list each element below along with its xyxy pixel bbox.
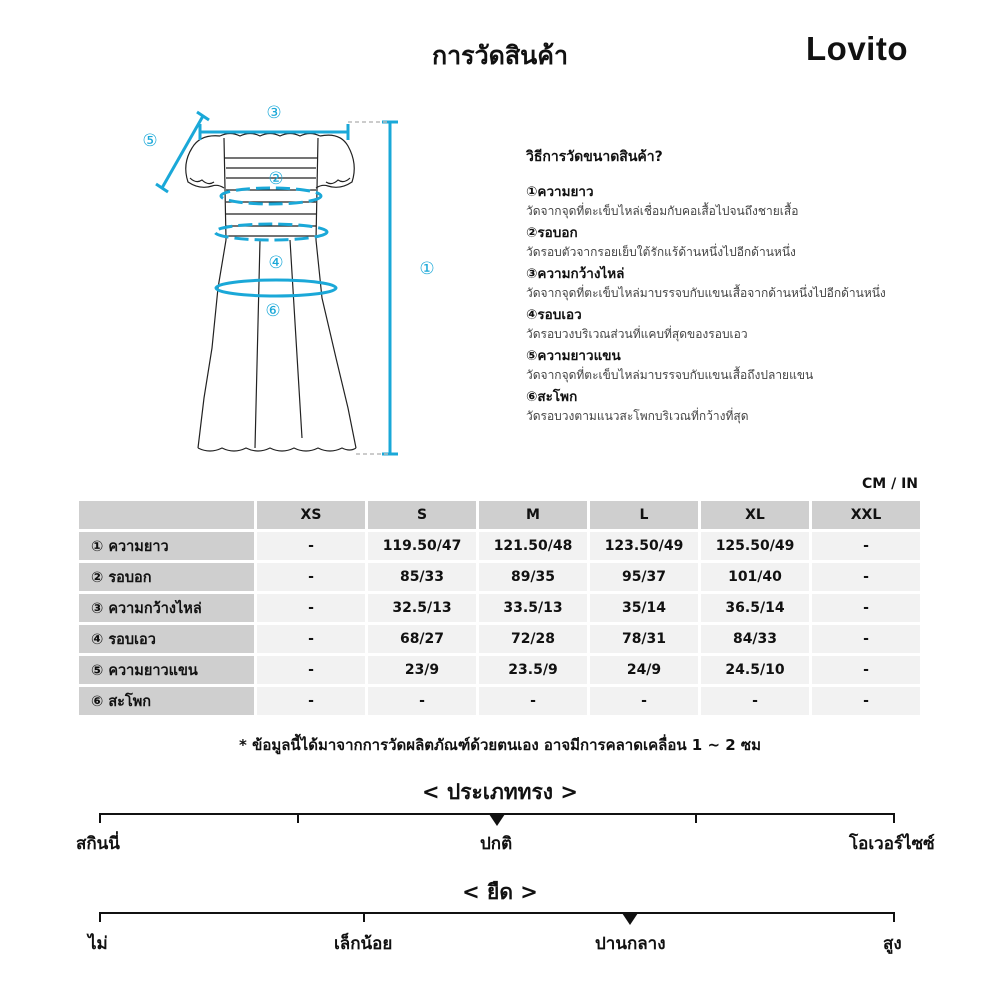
table-cell: 123.50/49 [590,532,698,560]
table-cell: - [257,594,365,622]
table-cell: 125.50/49 [701,532,809,560]
marker-shoulder: ③ [266,103,282,123]
guide-item-desc: วัดจากจุดที่ตะเข็บไหล่มาบรรจบกับแขนเสื้อจากด้านหนึ่งไปอีกด้านหนึ่ง [526,286,886,300]
table-cell: 89/35 [479,563,587,591]
guide-heading: วิธีการวัดขนาดสินค้า? [526,149,663,165]
table-cell: 32.5/13 [368,594,476,622]
fit-scale-title: < ประเภททรง > [422,780,578,804]
fit-scale-tick [695,813,697,823]
table-cell: - [257,532,365,560]
fit-scale-tick [297,813,299,823]
measurement-note: * ข้อมูลนี้ได้มาจากการวัดผลิตภัณฑ์ด้วยตนเอง อาจมีการคลาดเคลื่อน 1 ~ 2 ซม [239,736,761,754]
marker-bust: ② [268,169,284,189]
marker-length: ① [419,259,435,279]
fit-label-regular: ปกติ [480,834,513,854]
table-cell: 24.5/10 [701,656,809,684]
table-cell: 23/9 [368,656,476,684]
table-cell: - [812,687,920,715]
guide-item-hip [526,387,966,425]
guide-item-desc: วัดจากจุดที่ตะเข็บไหล่มาบรรจบกับแขนเสื้อถึงปลายแขน [526,368,814,382]
stretch-scale-tick [893,912,895,922]
table-corner [79,501,254,529]
table-cell: - [257,563,365,591]
guide-item-desc: วัดรอบวงตามแนวสะโพกบริเวณที่กว้างที่สุด [526,409,749,423]
table-cell: 84/33 [701,625,809,653]
guide-item-label: ④รอบเอว [526,307,582,323]
table-cell: - [257,625,365,653]
table-cell: - [479,687,587,715]
measurement-lines [156,112,398,454]
table-cell: 36.5/14 [701,594,809,622]
table-cell: 23.5/9 [479,656,587,684]
stretch-scale-tick [363,912,365,922]
table-cell: 35/14 [590,594,698,622]
table-cell: 121.50/48 [479,532,587,560]
size-header: XS [257,501,365,529]
row-label: ④ รอบเอว [79,625,254,653]
fit-scale-marker-icon [489,814,505,826]
fit-scale-tick [99,813,101,823]
fit-label-skinny: สกินนี่ [76,834,120,854]
guide-item-desc: วัดจากจุดที่ตะเข็บไหล่เชื่อมกับคอเสื้อไปจนถึงชายเสื้อ [526,204,799,218]
unit-label: CM / IN [862,476,918,492]
table-cell: - [812,625,920,653]
size-header: XXL [812,501,920,529]
guide-item-label: ⑤ความยาวแขน [526,348,621,364]
guide-item-label: ②รอบอก [526,225,578,241]
guide-item-label: ③ความกว้างไหล่ [526,266,625,282]
table-cell: 24/9 [590,656,698,684]
table-cell: - [257,687,365,715]
page-title: การวัดสินค้า [432,41,568,70]
fit-label-oversize: โอเวอร์ไซซ์ [849,834,935,854]
fit-scale-tick [893,813,895,823]
guide-item-sleeve [526,346,966,384]
guide-item-waist [526,305,966,343]
table-cell: - [257,656,365,684]
guide-item-shoulder [526,264,966,302]
table-row [79,625,920,653]
row-label: ① ความยาว [79,532,254,560]
table-cell: - [812,594,920,622]
row-label: ② รอบอก [79,563,254,591]
table-row [79,563,920,591]
marker-hip: ⑥ [265,301,281,321]
size-header: L [590,501,698,529]
table-row [79,594,920,622]
row-label: ⑥ สะโพก [79,687,254,715]
size-header: S [368,501,476,529]
table-row [79,656,920,684]
stretch-scale-line [99,912,895,914]
table-cell: - [812,656,920,684]
table-cell: - [701,687,809,715]
guide-item-label: ⑥สะโพก [526,389,578,405]
size-header: XL [701,501,809,529]
stretch-label-medium: ปานกลาง [595,934,666,954]
brand-logo: Lovito [806,30,908,67]
table-cell: 101/40 [701,563,809,591]
row-label: ⑤ ความยาวแขน [79,656,254,684]
size-header-row [79,501,920,529]
stretch-scale-tick [99,912,101,922]
dress-measurement-illustration [130,98,460,468]
row-label: ③ ความกว้างไหล่ [79,594,254,622]
stretch-scale-marker-icon [622,913,638,925]
table-cell: 119.50/47 [368,532,476,560]
guide-item-desc: วัดรอบตัวจากรอยเย็บใต้รักแร้ด้านหนึ่งไปอีกด้านหนึ่ง [526,245,796,259]
table-cell: - [368,687,476,715]
table-cell: - [812,563,920,591]
stretch-label-none: ไม่ [88,934,108,954]
stretch-scale-title: < ยืด > [462,880,538,904]
table-cell: - [590,687,698,715]
table-cell: 95/37 [590,563,698,591]
guide-item-label: ①ความยาว [526,184,594,200]
table-cell: 33.5/13 [479,594,587,622]
marker-sleeve: ⑤ [142,131,158,151]
size-table [76,498,923,718]
guide-item-desc: วัดรอบวงบริเวณส่วนที่แคบที่สุดของรอบเอว [526,327,748,341]
table-row [79,687,920,715]
guide-item-length [526,182,966,220]
table-cell: - [812,532,920,560]
measuring-guide [526,146,966,428]
stretch-label-high: สูง [883,934,902,954]
table-cell: 78/31 [590,625,698,653]
table-cell: 68/27 [368,625,476,653]
table-row [79,532,920,560]
table-cell: 72/28 [479,625,587,653]
stretch-label-slight: เล็กน้อย [334,934,393,954]
marker-waist: ④ [268,253,284,273]
guide-item-bust [526,223,966,261]
size-header: M [479,501,587,529]
table-cell: 85/33 [368,563,476,591]
